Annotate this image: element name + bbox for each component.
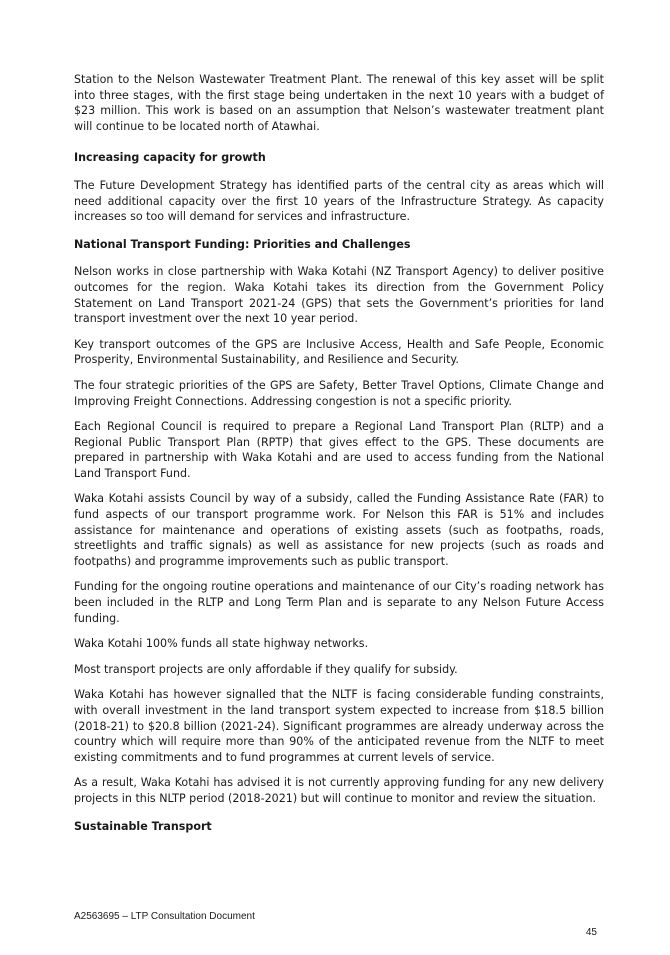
paragraph-nltf-constraints: Waka Kotahi has however signalled that the NLTF is facing considerable funding constraints, with overall investment in the land transport system expected to increase from $18.5 billion (2018-21) to $20.8 billion (2021-24). Significant programmes are already underway across the country which will require more than 90% of the anticipated revenue from the NLTF to meet existing commitments and to fund programmes at current levels of service. [74,688,604,764]
paragraph-far-subsidy: Waka Kotahi assists Council by way of a subsidy, called the Funding Assistance Rate (FAR) to fund aspects of our transport programme work. For Nelson this FAR is 51% and includes assistance for maintenance and operations of existing assets (such as footpaths, roads, streetlights and traffic signals) as well as assistance for new projects (such as roads and footpaths) and programme improvements such as public transport. [74,492,604,568]
paragraph-future-development: The Future Development Strategy has identified parts of the central city as areas which will need additional capacity over the first 10 years of the Infrastructure Strategy. As capacity increases so too will demand for services and infrastructure. [74,178,604,224]
heading-capacity-growth: Increasing capacity for growth [74,151,266,165]
paragraph-waka-kotahi-partnership: Nelson works in close partnership with Waka Kotahi (NZ Transport Agency) to deliver positive outcomes for the region. Waka Kotahi takes its direction from the Government Policy Statement on Land Transport 2021-24 (GPS) that sets the Government’s priorities for land transport investment over the next 10 year period. [74,265,604,326]
paragraph-state-highways: Waka Kotahi 100% funds all state highway networks. [74,637,369,651]
paragraph-subsidy-affordability: Most transport projects are only affordable if they qualify for subsidy. [74,662,458,676]
paragraph-gps-outcomes: Key transport outcomes of the GPS are Inclusive Access, Health and Safe People, Economic Prosperity, Environmental Sustainability, and Resilience and Security. [74,337,604,367]
page-number: 45 [585,927,597,938]
paragraph-roading-funding: Funding for the ongoing routine operations and maintenance of our City’s roading network has been included in the RLTP and Long Term Plan and is separate to any Nelson Future Access funding. [74,580,604,625]
paragraph-rltp: Each Regional Council is required to prepare a Regional Land Transport Plan (RLTP) and a Regional Public Transport Plan (RPTP) that gives effect to the GPS. These documents are prepared in partnership with Waka Kotahi and are used to access funding from the National Land Transport Fund. [74,420,604,480]
paragraph-gps-priorities: The four strategic priorities of the GPS are Safety, Better Travel Options, Climate Change and Improving Freight Connections. Addressing congestion is not a specific priority. [74,378,604,408]
paragraph-wastewater: Station to the Nelson Wastewater Treatment Plant. The renewal of this key asset will be split into three stages, with the first stage being undertaken in the next 10 years with a budget of $23 million. This work is based on an assumption that Nelson’s wastewater treatment plant will continue to be located north of Atawhai. [74,73,604,133]
heading-national-transport-funding: National Transport Funding: Priorities and Challenges [74,237,411,251]
footer-document-reference: A2563695 – LTP Consultation Document [74,911,255,922]
heading-sustainable-transport: Sustainable Transport [74,819,212,833]
paragraph-funding-approval: As a result, Waka Kotahi has advised it is not currently approving funding for any new delivery projects in this NLTP period (2018-2021) but will continue to monitor and review the situation. [74,776,604,805]
body-text [74,72,604,834]
